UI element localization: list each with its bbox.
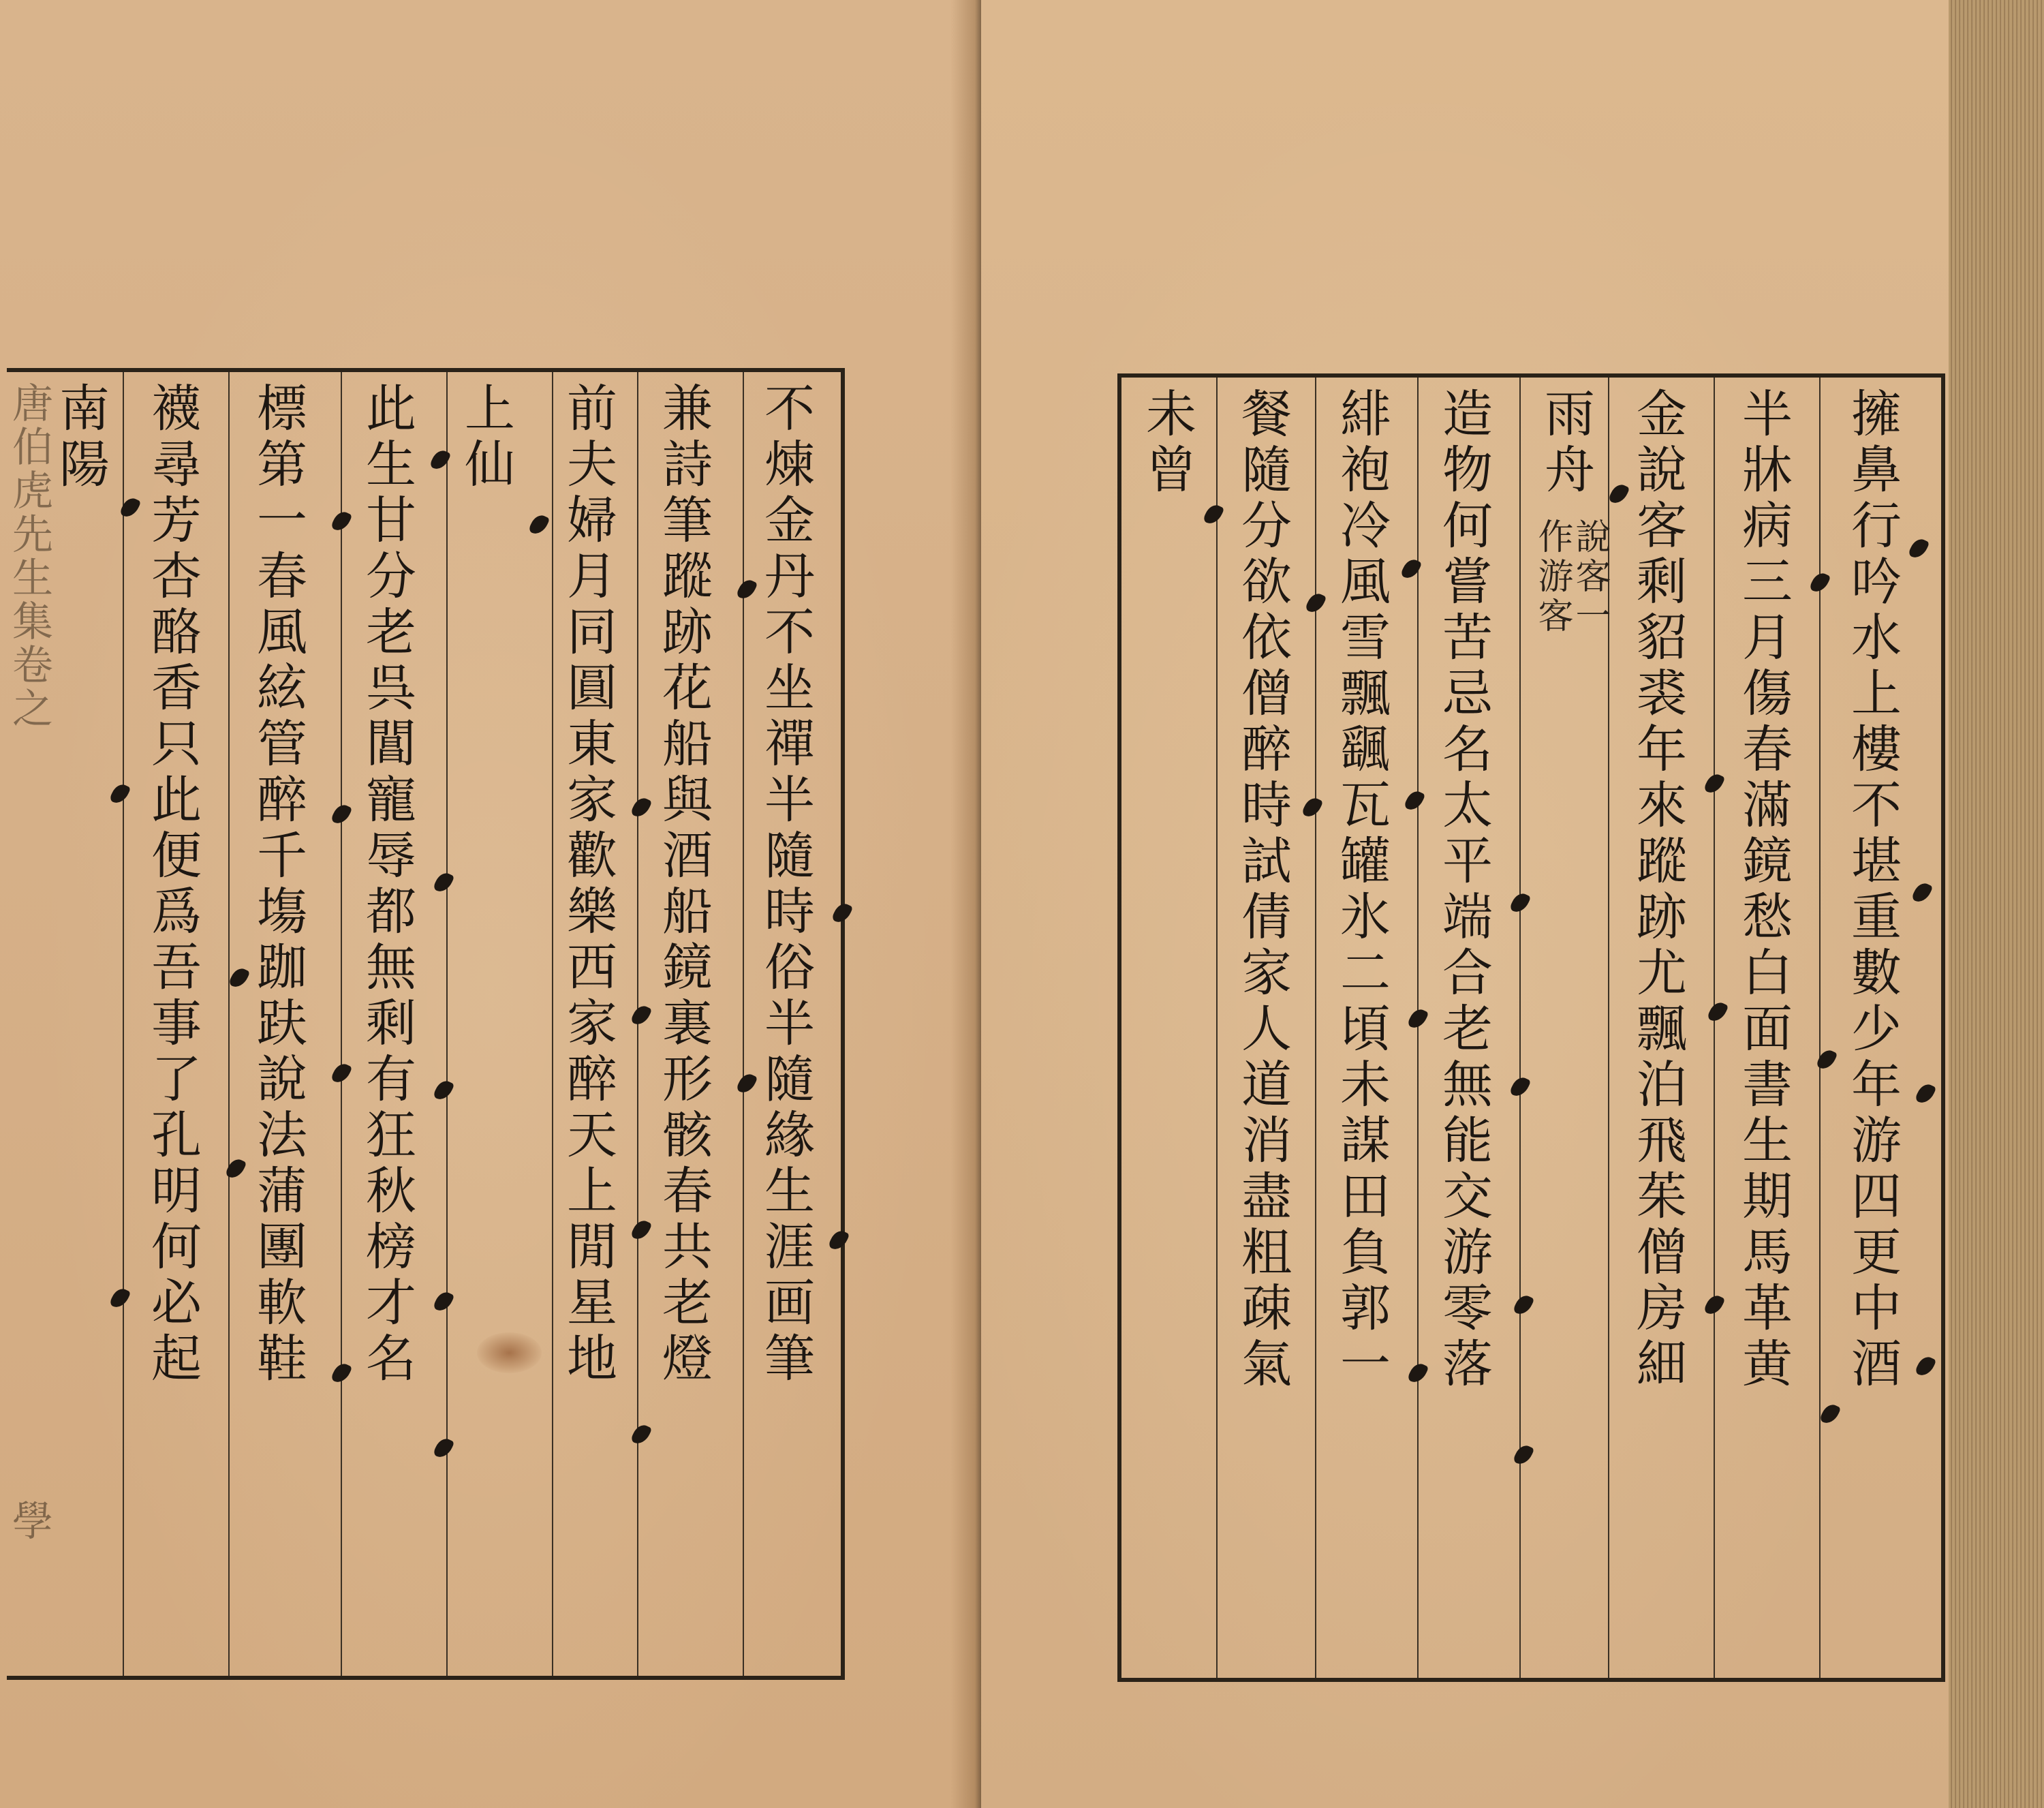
text-column-8: 南陽 xyxy=(51,382,110,493)
column-rule xyxy=(228,372,230,1676)
text-column-3: 前夫婦月同圓東家歡樂西家醉天上閒星地 xyxy=(559,382,617,1388)
text-column-5: 此生甘分老呉閶寵辱都無剩有狂秋榜才名 xyxy=(358,382,416,1388)
column-rule xyxy=(1216,378,1218,1678)
page-edges xyxy=(1949,0,2044,1808)
left-page xyxy=(0,0,981,1808)
text-column-5: 造物何嘗苦忌名太平端合老無能交游零落 xyxy=(1434,387,1493,1393)
text-column-6: 標第一春風絃管醉千塲跏趺說法蒲團軟鞋 xyxy=(249,382,307,1388)
column-rule xyxy=(341,372,342,1676)
column-rule xyxy=(552,372,553,1676)
text-column-6: 緋袍冷風雪飄颻瓦罐氷二頃未謀田負郭一 xyxy=(1332,387,1391,1393)
text-column-7: 餐隨分欲依僧醉時試倩家人道消盡粗疎氣 xyxy=(1233,387,1292,1393)
variant-note-1: 說客一 xyxy=(1569,518,1610,637)
column-rule xyxy=(1819,378,1821,1678)
right-page xyxy=(981,0,1962,1808)
text-column-4: 上仙 xyxy=(456,382,515,493)
column-rule xyxy=(1417,378,1419,1678)
text-column-2: 半牀病三月傷春滿鏡愁白面書生期馬革黄 xyxy=(1734,387,1793,1393)
folio-mark: 學 xyxy=(5,1499,53,1543)
column-rule xyxy=(743,372,744,1676)
text-column-1: 擁鼻行吟水上樓不堪重數少年游四更中酒 xyxy=(1843,387,1902,1393)
margin-title: 唐伯虎先生集卷之 xyxy=(5,382,53,731)
text-column-4: 雨舟 xyxy=(1536,387,1595,499)
variant-note-2: 作游客 xyxy=(1532,518,1573,637)
text-column-1: 不煉金丹不坐禪半隨時俗半隨緣生涯画筆 xyxy=(756,382,815,1388)
column-rule xyxy=(1315,378,1316,1678)
left-text-frame xyxy=(7,368,845,1680)
text-column-7: 襪尋芳杏酪香只此便爲吾事了孔明何必起 xyxy=(143,382,202,1388)
column-rule xyxy=(123,372,124,1676)
column-rule xyxy=(1714,378,1715,1678)
text-column-3: 金說客剩貂裘年來蹤跡尤飄泊飛茱僧房細 xyxy=(1628,387,1687,1393)
text-column-8: 未曾 xyxy=(1138,387,1196,499)
text-column-2: 兼詩筆蹤跡花船與酒船鏡裏形骸春共老燈 xyxy=(654,382,713,1388)
column-rule xyxy=(446,372,448,1676)
